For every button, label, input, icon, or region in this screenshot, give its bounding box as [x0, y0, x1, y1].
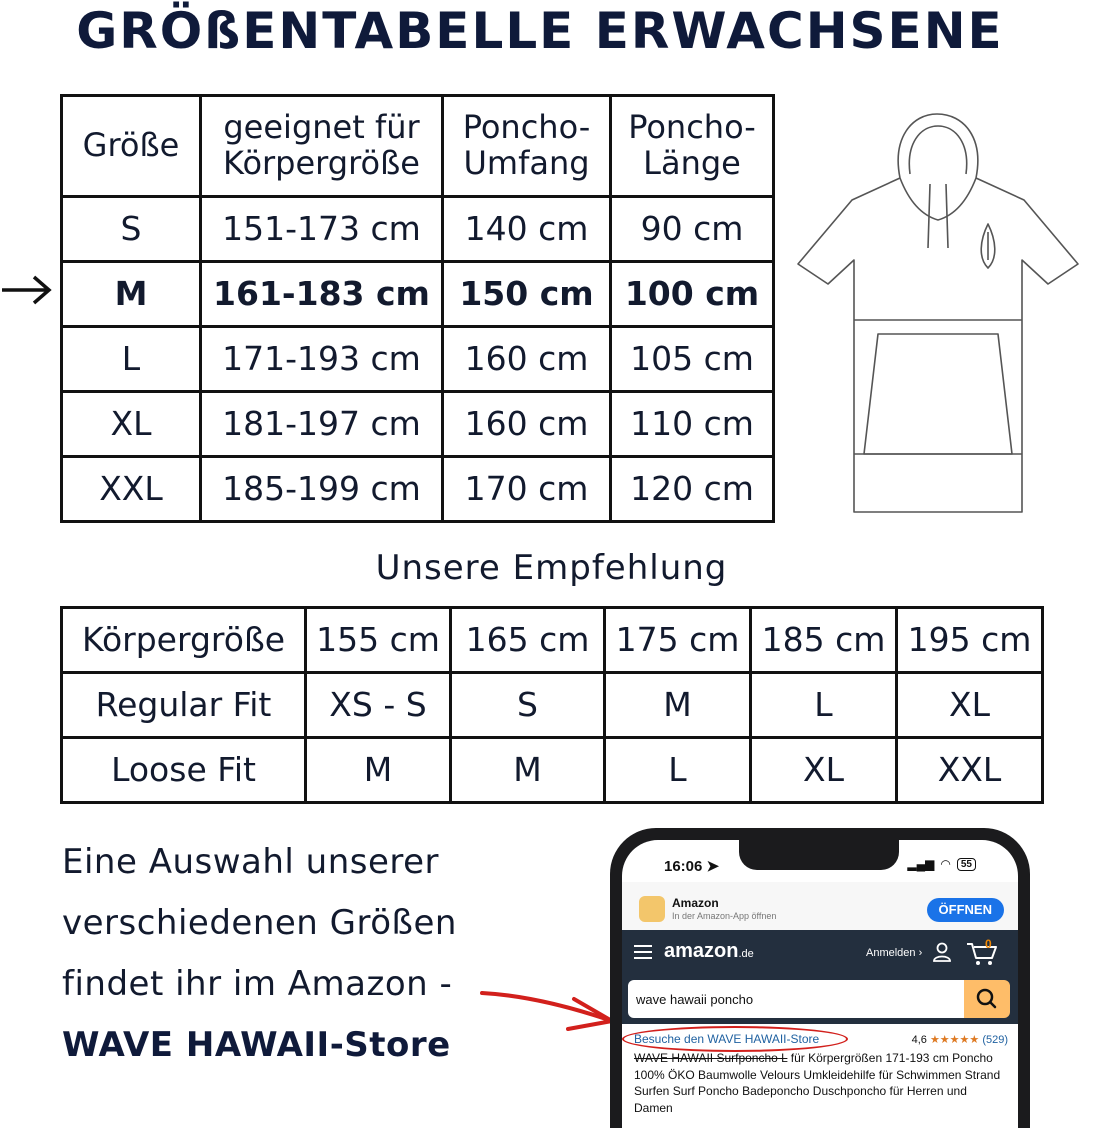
recommendation-table: [60, 606, 1044, 804]
amazon-app-icon: [639, 896, 665, 922]
table-cell: XS - S: [306, 673, 451, 738]
product-title[interactable]: [634, 1050, 1006, 1116]
table-cell: 185 cm: [751, 608, 897, 673]
table-cell: M: [605, 673, 751, 738]
table-cell: XXL: [897, 738, 1043, 803]
cell-size: XL: [62, 392, 201, 457]
cell-height: 151-173 cm: [201, 197, 443, 262]
cell-circumference: 140 cm: [443, 197, 611, 262]
phone-mockup: [610, 828, 1030, 1128]
row-label: Loose Fit: [62, 738, 306, 803]
cell-height: 181-197 cm: [201, 392, 443, 457]
store-text-line: Eine Auswahl unserer: [62, 842, 440, 882]
cell-circumference: 150 cm: [443, 262, 611, 327]
table-cell: 195 cm: [897, 608, 1043, 673]
search-input[interactable]: [628, 980, 968, 1018]
cell-circumference: 170 cm: [443, 457, 611, 522]
cart-icon[interactable]: [966, 938, 998, 966]
wifi-icon: ◠: [940, 857, 951, 871]
header-circumference: Poncho- Umfang: [443, 96, 611, 197]
status-time: 16:06 ➤: [664, 858, 720, 875]
table-row: [62, 608, 1043, 673]
app-banner[interactable]: [622, 882, 1018, 930]
product-title-rest: für Körpergrößen 171-193 cm Poncho 100% ÖKO Baumwolle Velours Umkleidehilfe für Schwimmen Strand Surfen Surf Poncho Badeponcho Duschponcho für Herren und Damen: [634, 1051, 1001, 1115]
table-cell: XL: [897, 673, 1043, 738]
cell-size: S: [62, 197, 201, 262]
signal-icon: ▂▄▆: [907, 857, 935, 871]
phone-screen: [622, 840, 1018, 1130]
store-text-line: findet ihr im Amazon -: [62, 964, 453, 1004]
cell-circumference: 160 cm: [443, 327, 611, 392]
store-info-text: [62, 832, 482, 1076]
table-cell: L: [605, 738, 751, 803]
location-arrow-icon: ➤: [706, 858, 720, 875]
cell-size: M: [62, 262, 201, 327]
store-name: WAVE HAWAII-Store: [62, 1025, 451, 1065]
store-link[interactable]: Besuche den WAVE HAWAII-Store: [634, 1032, 820, 1046]
search-bar: [622, 976, 1018, 1024]
cell-length: 105 cm: [611, 327, 774, 392]
size-table-header: [62, 96, 774, 197]
table-row-highlighted: [62, 262, 774, 327]
cell-size: L: [62, 327, 201, 392]
table-cell: S: [451, 673, 605, 738]
table-cell: 175 cm: [605, 608, 751, 673]
banner-title: Amazon: [672, 896, 719, 910]
user-icon[interactable]: [932, 942, 952, 962]
amazon-nav-bar: [622, 930, 1018, 976]
cell-circumference: 160 cm: [443, 392, 611, 457]
cell-length: 120 cm: [611, 457, 774, 522]
table-cell: M: [451, 738, 605, 803]
signin-link[interactable]: Anmelden ›: [866, 947, 923, 959]
rating-value: 4,6: [911, 1034, 927, 1046]
product-title-struck: WAVE HAWAII Surfponcho L: [634, 1051, 788, 1065]
header-body-height: geeignet für Körpergröße: [201, 96, 443, 197]
table-cell: 155 cm: [306, 608, 451, 673]
recommendation-title: Unsere Empfehlung: [375, 548, 728, 588]
cell-height: 185-199 cm: [201, 457, 443, 522]
poncho-illustration: [792, 108, 1082, 518]
phone-notch: [739, 840, 899, 870]
row-label: Körpergröße: [62, 608, 306, 673]
open-app-button[interactable]: ÖFFNEN: [927, 898, 1004, 922]
product-rating[interactable]: [912, 1033, 1008, 1046]
amazon-logo[interactable]: amazon.de: [664, 940, 754, 962]
header-size: Größe: [62, 96, 201, 197]
table-row: [62, 327, 774, 392]
row-label: Regular Fit: [62, 673, 306, 738]
cell-height: 171-193 cm: [201, 327, 443, 392]
status-icons: [907, 857, 976, 871]
store-text-line: verschiedenen Größen: [62, 903, 457, 943]
table-row: [62, 197, 774, 262]
review-count: (529): [982, 1034, 1008, 1046]
table-row: [62, 738, 1043, 803]
red-pointer-arrow-icon: [478, 985, 628, 1045]
header-length: Poncho- Länge: [611, 96, 774, 197]
cell-length: 90 cm: [611, 197, 774, 262]
table-cell: XL: [751, 738, 897, 803]
menu-icon[interactable]: [634, 944, 652, 960]
search-icon: [964, 980, 1010, 1018]
page-title: GRÖßENTABELLE ERWACHSENE: [76, 2, 1004, 60]
star-rating-icon: ★★★★★: [929, 1034, 980, 1046]
table-row: [62, 673, 1043, 738]
cell-length: 110 cm: [611, 392, 774, 457]
cart-count: 0: [985, 937, 992, 951]
search-result[interactable]: [622, 1024, 1018, 1134]
table-cell: 165 cm: [451, 608, 605, 673]
battery-icon: 55: [957, 858, 976, 871]
arrow-right-icon: [0, 268, 55, 312]
table-cell: M: [306, 738, 451, 803]
size-table: [60, 94, 775, 523]
table-cell: L: [751, 673, 897, 738]
cell-height: 161-183 cm: [201, 262, 443, 327]
cell-length: 100 cm: [611, 262, 774, 327]
search-button[interactable]: [964, 980, 1010, 1018]
banner-subtitle: In der Amazon-App öffnen: [672, 911, 777, 921]
table-row: [62, 457, 774, 522]
cell-size: XXL: [62, 457, 201, 522]
table-row: [62, 392, 774, 457]
